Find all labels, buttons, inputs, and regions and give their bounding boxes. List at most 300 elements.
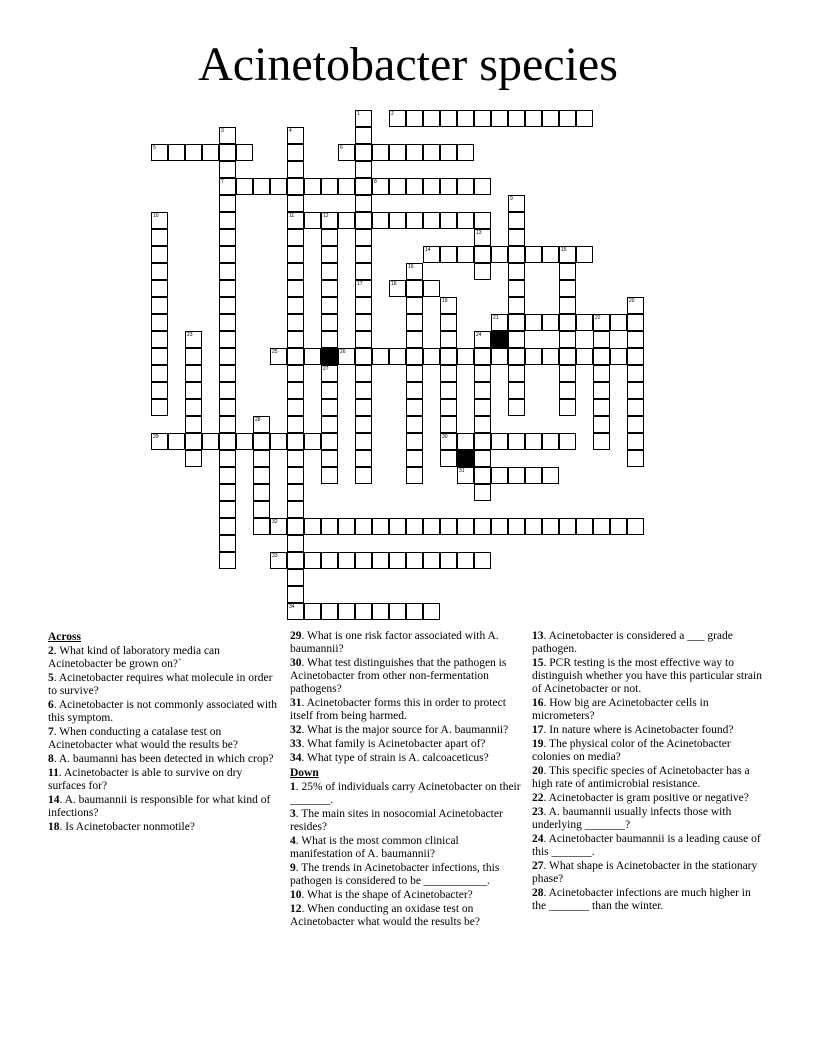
- grid-cell[interactable]: [219, 535, 236, 552]
- grid-cell[interactable]: [559, 399, 576, 416]
- grid-cell[interactable]: [474, 433, 491, 450]
- grid-cell[interactable]: [151, 433, 168, 450]
- grid-cell[interactable]: [304, 603, 321, 620]
- grid-cell[interactable]: [355, 450, 372, 467]
- grid-cell[interactable]: [321, 178, 338, 195]
- grid-cell[interactable]: [219, 314, 236, 331]
- grid-cell[interactable]: [389, 144, 406, 161]
- grid-cell[interactable]: [321, 297, 338, 314]
- grid-cell[interactable]: [287, 603, 304, 620]
- grid-cell[interactable]: [355, 365, 372, 382]
- grid-cell[interactable]: [287, 263, 304, 280]
- grid-cell[interactable]: [491, 467, 508, 484]
- grid-cell[interactable]: [202, 144, 219, 161]
- grid-cell[interactable]: [236, 433, 253, 450]
- grid-cell[interactable]: [508, 518, 525, 535]
- grid-cell[interactable]: [525, 314, 542, 331]
- grid-cell[interactable]: [406, 297, 423, 314]
- grid-cell[interactable]: [287, 450, 304, 467]
- grid-cell[interactable]: [440, 246, 457, 263]
- grid-cell[interactable]: [508, 297, 525, 314]
- grid-cell[interactable]: [355, 178, 372, 195]
- grid-cell[interactable]: [440, 297, 457, 314]
- grid-cell[interactable]: [559, 263, 576, 280]
- grid-cell[interactable]: [474, 450, 491, 467]
- grid-cell[interactable]: [542, 246, 559, 263]
- grid-cell[interactable]: [559, 433, 576, 450]
- grid-cell[interactable]: [372, 603, 389, 620]
- grid-cell[interactable]: [321, 263, 338, 280]
- grid-cell[interactable]: [406, 603, 423, 620]
- grid-cell[interactable]: [253, 450, 270, 467]
- grid-cell[interactable]: [287, 433, 304, 450]
- grid-cell[interactable]: [355, 110, 372, 127]
- grid-cell[interactable]: [287, 144, 304, 161]
- grid-cell[interactable]: [559, 365, 576, 382]
- grid-cell[interactable]: [508, 280, 525, 297]
- grid-cell[interactable]: [406, 314, 423, 331]
- grid-cell[interactable]: [321, 280, 338, 297]
- grid-cell[interactable]: [508, 399, 525, 416]
- grid-cell[interactable]: [270, 433, 287, 450]
- grid-cell[interactable]: [338, 518, 355, 535]
- grid-cell[interactable]: [474, 178, 491, 195]
- grid-cell[interactable]: [287, 467, 304, 484]
- grid-cell[interactable]: [151, 331, 168, 348]
- grid-cell[interactable]: [338, 212, 355, 229]
- grid-cell[interactable]: [474, 229, 491, 246]
- grid-cell[interactable]: [508, 331, 525, 348]
- grid-cell[interactable]: [576, 348, 593, 365]
- grid-cell[interactable]: [372, 178, 389, 195]
- grid-cell[interactable]: [287, 399, 304, 416]
- grid-cell[interactable]: [185, 331, 202, 348]
- grid-cell[interactable]: [236, 178, 253, 195]
- grid-cell[interactable]: [287, 178, 304, 195]
- grid-cell[interactable]: [287, 331, 304, 348]
- grid-cell[interactable]: [287, 161, 304, 178]
- grid-cell[interactable]: [440, 212, 457, 229]
- grid-cell[interactable]: [559, 382, 576, 399]
- grid-cell[interactable]: [406, 365, 423, 382]
- grid-cell[interactable]: [627, 399, 644, 416]
- grid-cell[interactable]: [474, 552, 491, 569]
- grid-cell[interactable]: [406, 331, 423, 348]
- grid-cell[interactable]: [525, 110, 542, 127]
- grid-cell[interactable]: [423, 110, 440, 127]
- grid-cell[interactable]: [457, 178, 474, 195]
- grid-cell[interactable]: [219, 127, 236, 144]
- grid-cell[interactable]: [440, 144, 457, 161]
- grid-cell[interactable]: [440, 416, 457, 433]
- grid-cell[interactable]: [474, 263, 491, 280]
- grid-cell[interactable]: [508, 382, 525, 399]
- grid-cell[interactable]: [559, 280, 576, 297]
- grid-cell[interactable]: [423, 144, 440, 161]
- grid-cell[interactable]: [219, 484, 236, 501]
- grid-cell[interactable]: [627, 365, 644, 382]
- grid-cell[interactable]: [508, 263, 525, 280]
- grid-cell[interactable]: [627, 348, 644, 365]
- grid-cell[interactable]: [372, 552, 389, 569]
- grid-cell[interactable]: [321, 416, 338, 433]
- grid-cell[interactable]: [457, 467, 474, 484]
- grid-cell[interactable]: [440, 110, 457, 127]
- grid-cell[interactable]: [525, 467, 542, 484]
- grid-cell[interactable]: [185, 348, 202, 365]
- grid-cell[interactable]: [355, 416, 372, 433]
- grid-cell[interactable]: [440, 450, 457, 467]
- grid-cell[interactable]: [236, 144, 253, 161]
- grid-cell[interactable]: [440, 314, 457, 331]
- grid-cell[interactable]: [406, 212, 423, 229]
- grid-cell[interactable]: [355, 161, 372, 178]
- grid-cell[interactable]: [457, 246, 474, 263]
- grid-cell[interactable]: [151, 212, 168, 229]
- grid-cell[interactable]: [287, 586, 304, 603]
- grid-cell[interactable]: [474, 399, 491, 416]
- grid-cell[interactable]: [389, 603, 406, 620]
- grid-cell[interactable]: [423, 603, 440, 620]
- grid-cell[interactable]: [406, 144, 423, 161]
- grid-cell[interactable]: [219, 263, 236, 280]
- grid-cell[interactable]: [406, 467, 423, 484]
- grid-cell[interactable]: [457, 348, 474, 365]
- grid-cell[interactable]: [287, 348, 304, 365]
- grid-cell[interactable]: [559, 314, 576, 331]
- grid-cell[interactable]: [457, 110, 474, 127]
- grid-cell[interactable]: [151, 365, 168, 382]
- grid-cell[interactable]: [270, 178, 287, 195]
- grid-cell[interactable]: [151, 144, 168, 161]
- grid-cell[interactable]: [610, 314, 627, 331]
- grid-cell[interactable]: [372, 144, 389, 161]
- grid-cell[interactable]: [627, 297, 644, 314]
- grid-cell[interactable]: [508, 229, 525, 246]
- grid-cell[interactable]: [491, 110, 508, 127]
- grid-cell[interactable]: [321, 433, 338, 450]
- grid-cell[interactable]: [610, 348, 627, 365]
- grid-cell[interactable]: [219, 297, 236, 314]
- grid-cell[interactable]: [508, 212, 525, 229]
- grid-cell[interactable]: [321, 399, 338, 416]
- grid-cell[interactable]: [423, 552, 440, 569]
- grid-cell[interactable]: [440, 178, 457, 195]
- grid-cell[interactable]: [559, 297, 576, 314]
- grid-cell[interactable]: [185, 144, 202, 161]
- grid-cell[interactable]: [423, 280, 440, 297]
- grid-cell[interactable]: [338, 348, 355, 365]
- grid-cell[interactable]: [321, 246, 338, 263]
- grid-cell[interactable]: [593, 365, 610, 382]
- grid-cell[interactable]: [372, 518, 389, 535]
- grid-cell[interactable]: [287, 280, 304, 297]
- grid-cell[interactable]: [457, 433, 474, 450]
- grid-cell[interactable]: [406, 348, 423, 365]
- grid-cell[interactable]: [355, 263, 372, 280]
- grid-cell[interactable]: [508, 314, 525, 331]
- grid-cell[interactable]: [559, 348, 576, 365]
- grid-cell[interactable]: [440, 433, 457, 450]
- grid-cell[interactable]: [219, 195, 236, 212]
- grid-cell[interactable]: [406, 263, 423, 280]
- grid-cell[interactable]: [287, 501, 304, 518]
- grid-cell[interactable]: [304, 433, 321, 450]
- grid-cell[interactable]: [406, 382, 423, 399]
- grid-cell[interactable]: [287, 535, 304, 552]
- grid-cell[interactable]: [287, 552, 304, 569]
- grid-cell[interactable]: [542, 467, 559, 484]
- grid-cell[interactable]: [168, 433, 185, 450]
- grid-cell[interactable]: [219, 365, 236, 382]
- grid-cell[interactable]: [253, 433, 270, 450]
- grid-cell[interactable]: [406, 552, 423, 569]
- grid-cell[interactable]: [321, 212, 338, 229]
- grid-cell[interactable]: [491, 314, 508, 331]
- grid-cell[interactable]: [219, 331, 236, 348]
- grid-cell[interactable]: [185, 399, 202, 416]
- grid-cell[interactable]: [270, 518, 287, 535]
- grid-cell[interactable]: [406, 433, 423, 450]
- grid-cell[interactable]: [287, 229, 304, 246]
- grid-cell[interactable]: [576, 314, 593, 331]
- grid-cell[interactable]: [474, 110, 491, 127]
- grid-cell[interactable]: [389, 280, 406, 297]
- grid-cell[interactable]: [576, 246, 593, 263]
- grid-cell[interactable]: [219, 433, 236, 450]
- grid-cell[interactable]: [440, 552, 457, 569]
- grid-cell[interactable]: [202, 433, 219, 450]
- grid-cell[interactable]: [440, 518, 457, 535]
- grid-cell[interactable]: [287, 365, 304, 382]
- grid-cell[interactable]: [168, 144, 185, 161]
- grid-cell[interactable]: [151, 314, 168, 331]
- grid-cell[interactable]: [627, 331, 644, 348]
- grid-cell[interactable]: [321, 467, 338, 484]
- grid-cell[interactable]: [474, 416, 491, 433]
- grid-cell[interactable]: [593, 348, 610, 365]
- grid-cell[interactable]: [355, 399, 372, 416]
- grid-cell[interactable]: [287, 416, 304, 433]
- grid-cell[interactable]: [355, 467, 372, 484]
- grid-cell[interactable]: [593, 433, 610, 450]
- grid-cell[interactable]: [542, 348, 559, 365]
- grid-cell[interactable]: [219, 246, 236, 263]
- grid-cell[interactable]: [508, 195, 525, 212]
- grid-cell[interactable]: [406, 110, 423, 127]
- grid-cell[interactable]: [423, 246, 440, 263]
- grid-cell[interactable]: [219, 348, 236, 365]
- grid-cell[interactable]: [219, 518, 236, 535]
- grid-cell[interactable]: [440, 382, 457, 399]
- grid-cell[interactable]: [423, 348, 440, 365]
- grid-cell[interactable]: [151, 229, 168, 246]
- grid-cell[interactable]: [287, 382, 304, 399]
- grid-cell[interactable]: [406, 399, 423, 416]
- grid-cell[interactable]: [457, 212, 474, 229]
- grid-cell[interactable]: [508, 467, 525, 484]
- grid-cell[interactable]: [559, 246, 576, 263]
- grid-cell[interactable]: [355, 348, 372, 365]
- grid-cell[interactable]: [440, 348, 457, 365]
- grid-cell[interactable]: [270, 552, 287, 569]
- grid-cell[interactable]: [253, 484, 270, 501]
- grid-cell[interactable]: [321, 331, 338, 348]
- grid-cell[interactable]: [219, 178, 236, 195]
- grid-cell[interactable]: [457, 518, 474, 535]
- grid-cell[interactable]: [423, 518, 440, 535]
- grid-cell[interactable]: [287, 314, 304, 331]
- grid-cell[interactable]: [151, 297, 168, 314]
- grid-cell[interactable]: [610, 518, 627, 535]
- grid-cell[interactable]: [219, 450, 236, 467]
- grid-cell[interactable]: [508, 110, 525, 127]
- grid-cell[interactable]: [287, 246, 304, 263]
- grid-cell[interactable]: [576, 110, 593, 127]
- grid-cell[interactable]: [542, 433, 559, 450]
- grid-cell[interactable]: [593, 518, 610, 535]
- grid-cell[interactable]: [355, 314, 372, 331]
- grid-cell[interactable]: [525, 518, 542, 535]
- grid-cell[interactable]: [219, 161, 236, 178]
- grid-cell[interactable]: [627, 450, 644, 467]
- grid-cell[interactable]: [491, 348, 508, 365]
- grid-cell[interactable]: [355, 144, 372, 161]
- grid-cell[interactable]: [491, 433, 508, 450]
- grid-cell[interactable]: [253, 178, 270, 195]
- grid-cell[interactable]: [219, 280, 236, 297]
- grid-cell[interactable]: [440, 399, 457, 416]
- grid-cell[interactable]: [287, 518, 304, 535]
- grid-cell[interactable]: [185, 450, 202, 467]
- grid-cell[interactable]: [338, 603, 355, 620]
- grid-cell[interactable]: [321, 314, 338, 331]
- grid-cell[interactable]: [389, 552, 406, 569]
- grid-cell[interactable]: [593, 399, 610, 416]
- grid-cell[interactable]: [474, 467, 491, 484]
- grid-cell[interactable]: [287, 127, 304, 144]
- grid-cell[interactable]: [355, 246, 372, 263]
- grid-cell[interactable]: [389, 178, 406, 195]
- grid-cell[interactable]: [185, 382, 202, 399]
- grid-cell[interactable]: [508, 365, 525, 382]
- grid-cell[interactable]: [457, 144, 474, 161]
- grid-cell[interactable]: [151, 399, 168, 416]
- grid-cell[interactable]: [185, 433, 202, 450]
- grid-cell[interactable]: [593, 331, 610, 348]
- grid-cell[interactable]: [406, 178, 423, 195]
- grid-cell[interactable]: [253, 416, 270, 433]
- grid-cell[interactable]: [559, 331, 576, 348]
- grid-cell[interactable]: [321, 382, 338, 399]
- grid-cell[interactable]: [423, 212, 440, 229]
- grid-cell[interactable]: [321, 450, 338, 467]
- grid-cell[interactable]: [304, 552, 321, 569]
- grid-cell[interactable]: [474, 331, 491, 348]
- grid-cell[interactable]: [304, 518, 321, 535]
- grid-cell[interactable]: [355, 297, 372, 314]
- grid-cell[interactable]: [491, 246, 508, 263]
- grid-cell[interactable]: [406, 450, 423, 467]
- grid-cell[interactable]: [185, 416, 202, 433]
- grid-cell[interactable]: [627, 433, 644, 450]
- grid-cell[interactable]: [559, 110, 576, 127]
- grid-cell[interactable]: [576, 518, 593, 535]
- grid-cell[interactable]: [355, 518, 372, 535]
- grid-cell[interactable]: [151, 263, 168, 280]
- grid-cell[interactable]: [372, 212, 389, 229]
- grid-cell[interactable]: [474, 484, 491, 501]
- grid-cell[interactable]: [321, 518, 338, 535]
- grid-cell[interactable]: [151, 280, 168, 297]
- grid-cell[interactable]: [219, 144, 236, 161]
- grid-cell[interactable]: [355, 280, 372, 297]
- grid-cell[interactable]: [406, 280, 423, 297]
- grid-cell[interactable]: [321, 365, 338, 382]
- grid-cell[interactable]: [355, 382, 372, 399]
- grid-cell[interactable]: [253, 467, 270, 484]
- grid-cell[interactable]: [593, 314, 610, 331]
- grid-cell[interactable]: [440, 331, 457, 348]
- grid-cell[interactable]: [559, 518, 576, 535]
- grid-cell[interactable]: [542, 518, 559, 535]
- grid-cell[interactable]: [525, 433, 542, 450]
- grid-cell[interactable]: [474, 348, 491, 365]
- grid-cell[interactable]: [457, 552, 474, 569]
- grid-cell[interactable]: [406, 416, 423, 433]
- grid-cell[interactable]: [219, 552, 236, 569]
- grid-cell[interactable]: [219, 467, 236, 484]
- grid-cell[interactable]: [287, 195, 304, 212]
- grid-cell[interactable]: [219, 229, 236, 246]
- grid-cell[interactable]: [151, 348, 168, 365]
- grid-cell[interactable]: [287, 569, 304, 586]
- grid-cell[interactable]: [219, 212, 236, 229]
- grid-cell[interactable]: [508, 433, 525, 450]
- grid-cell[interactable]: [389, 518, 406, 535]
- grid-cell[interactable]: [389, 110, 406, 127]
- grid-cell[interactable]: [355, 127, 372, 144]
- grid-cell[interactable]: [474, 518, 491, 535]
- grid-cell[interactable]: [593, 382, 610, 399]
- grid-cell[interactable]: [423, 178, 440, 195]
- grid-cell[interactable]: [389, 212, 406, 229]
- grid-cell[interactable]: [304, 178, 321, 195]
- grid-cell[interactable]: [304, 212, 321, 229]
- grid-cell[interactable]: [355, 195, 372, 212]
- grid-cell[interactable]: [151, 382, 168, 399]
- grid-cell[interactable]: [508, 348, 525, 365]
- grid-cell[interactable]: [355, 433, 372, 450]
- grid-cell[interactable]: [253, 518, 270, 535]
- grid-cell[interactable]: [491, 518, 508, 535]
- grid-cell[interactable]: [372, 348, 389, 365]
- grid-cell[interactable]: [287, 212, 304, 229]
- grid-cell[interactable]: [542, 314, 559, 331]
- grid-cell[interactable]: [627, 416, 644, 433]
- grid-cell[interactable]: [185, 365, 202, 382]
- grid-cell[interactable]: [542, 110, 559, 127]
- grid-cell[interactable]: [355, 552, 372, 569]
- grid-cell[interactable]: [474, 212, 491, 229]
- grid-cell[interactable]: [287, 484, 304, 501]
- grid-cell[interactable]: [355, 229, 372, 246]
- grid-cell[interactable]: [270, 348, 287, 365]
- grid-cell[interactable]: [219, 382, 236, 399]
- grid-cell[interactable]: [627, 518, 644, 535]
- grid-cell[interactable]: [355, 212, 372, 229]
- grid-cell[interactable]: [253, 501, 270, 518]
